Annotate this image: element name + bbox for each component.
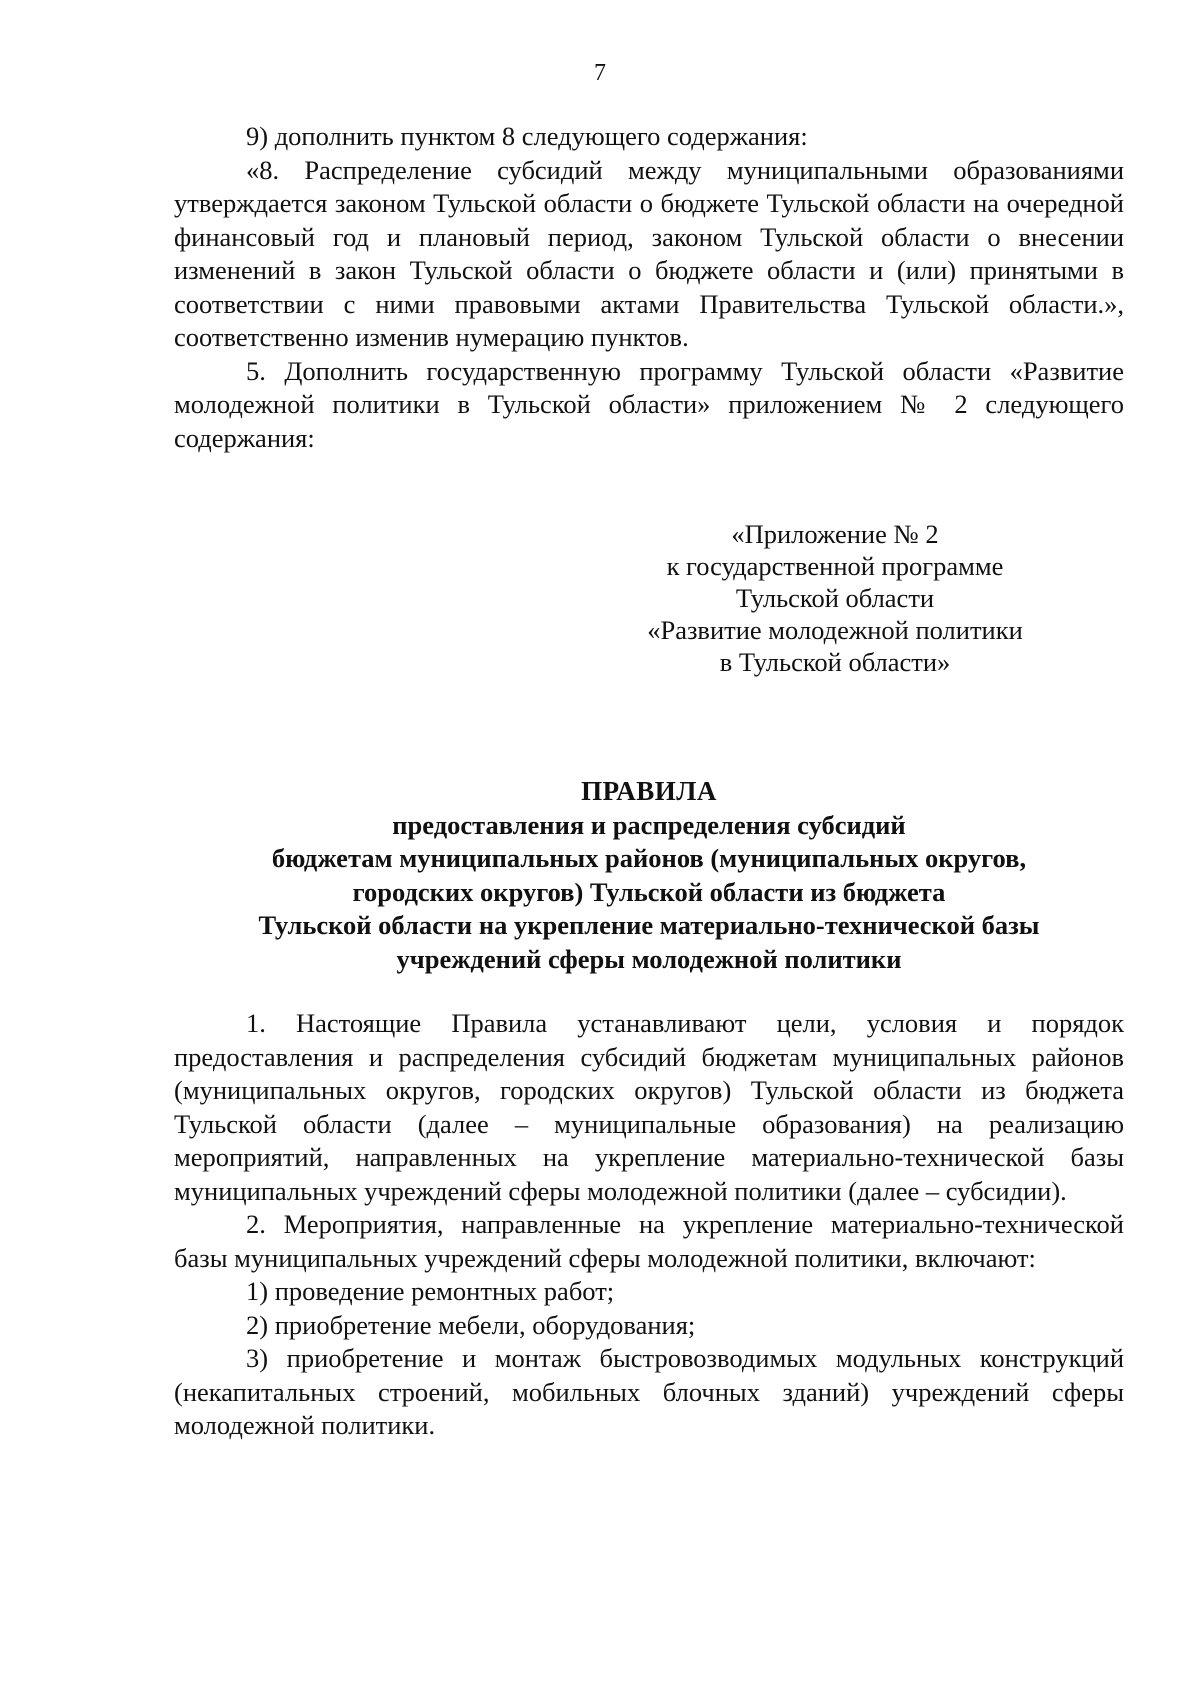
rules-body — [174, 1007, 1124, 1443]
intro-section — [174, 120, 1124, 455]
appendix-line: «Приложение № 2 — [731, 519, 939, 549]
rules-title: ПРАВИЛА — [581, 776, 717, 806]
rules-subtitle-line: городских округов) Тульской области из бюджета — [352, 876, 946, 907]
appendix-header — [600, 518, 1070, 678]
appendix-line: «Развитие молодежной политики — [647, 615, 1023, 645]
rules-list-item-1: 1) проведение ремонтных работ; — [246, 1276, 615, 1306]
rules-list-item-2: 2) приобретение мебели, оборудования; — [246, 1309, 696, 1340]
rules-paragraph-2: 2. Мероприятия, направленные на укрепление материально-технической базы муниципальных учреждений сферы молодежной политики, включают: — [174, 1209, 1124, 1273]
paragraph-point-8: «8. Распределение субсидий между муниципальными образованиями утверждается законом Тульской области о бюджете Тульской области на очередной финансовый год и плановый период, законом Тульской области о внесении изменений в закон Тульской области о бюджете области и (или) принятыми в соответствии с ними правовыми актами Правительства Тульской области.», соответственно изменив нумерацию пунктов. — [174, 154, 1124, 352]
rules-title-block — [174, 775, 1124, 976]
paragraph-item-9: 9) дополнить пунктом 8 следующего содержания: — [246, 121, 808, 151]
appendix-line: Тульской области — [735, 583, 935, 613]
rules-subtitle-line: учреждений сферы молодежной политики — [396, 943, 902, 974]
rules-subtitle-line: бюджетам муниципальных районов (муниципальных округов, — [271, 843, 1027, 873]
paragraph-point-5: 5. Дополнить государственную программу Тульской области «Развитие молодежной политики в Тульской области» приложением № 2 следующего содержания: — [174, 355, 1124, 453]
rules-subtitle-line: предоставления и распределения субсидий — [392, 809, 906, 840]
rules-list-item-3: 3) приобретение и монтаж быстровозводимых модульных конструкций (некапитальных строений, мобильных блочных зданий) учреждений сферы молодежной политики. — [174, 1343, 1124, 1440]
rules-subtitle-line: Тульской области на укрепление материально-технической базы — [258, 910, 1040, 940]
appendix-line: в Тульской области» — [719, 647, 951, 677]
page-number: 7 — [594, 60, 606, 86]
rules-paragraph-1: 1. Настоящие Правила устанавливают цели, условия и порядок предоставления и распределения субсидий бюджетам муниципальных районов (муниципальных округов, городских округов) Тульской области из бюджета Тульской области (далее – муниципальные образования) на реализацию мероприятий, направленных на укрепление материально-технической базы муниципальных учреждений сферы молодежной политики (далее – субсидии). — [174, 1008, 1124, 1206]
appendix-line: к государственной программе — [666, 551, 1004, 581]
